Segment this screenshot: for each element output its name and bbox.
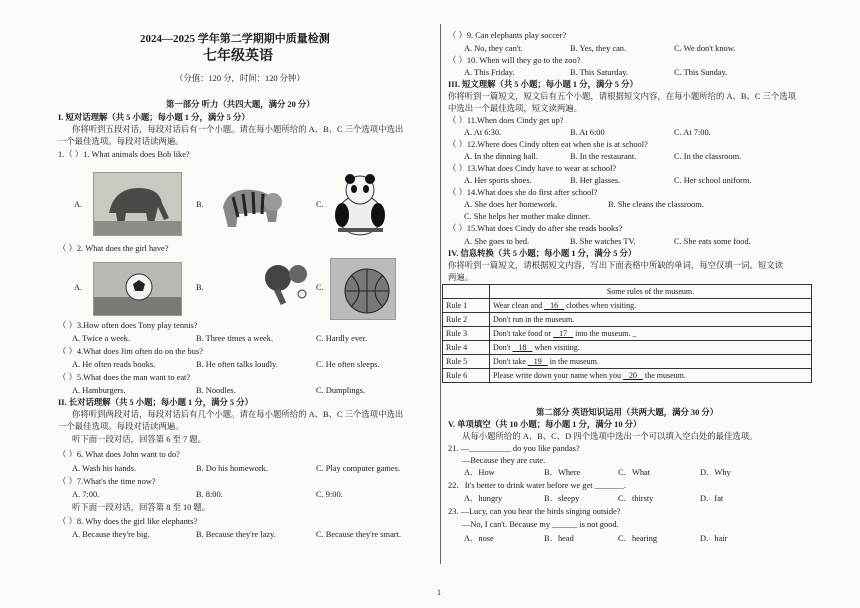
q7-option-b: B. 8:00.	[196, 490, 223, 499]
question-12: （ ）12.Where does Cindy often eat when she is at school?	[448, 140, 648, 149]
question-4: （ ）4.What does Jim often do on the bus?	[58, 347, 203, 356]
q2-label-a: A.	[74, 283, 83, 292]
question-7: （ ）7.What's the time now?	[58, 477, 156, 486]
q1-label-c: C.	[316, 200, 324, 209]
q14-option-a: A. She does her homework.	[464, 200, 558, 209]
q2-label-b: B.	[196, 283, 204, 292]
ping-pong-image	[260, 262, 310, 310]
sec4-instr1: 你将听到一篇短文，请根据短文内容，写出下面表格中所缺的单词，每空仅填一词。短文读	[448, 261, 783, 270]
rule-post: in the museum.	[547, 356, 599, 366]
q4-option-b: B. He often talks loudly.	[196, 360, 278, 369]
q6-option-a: A. Wash his hands.	[72, 464, 137, 473]
q5-option-c: C. Dumplings.	[316, 386, 366, 395]
table-row	[443, 369, 812, 383]
question-6: （ ）6. What does John want to do?	[58, 450, 180, 459]
rule-pre: Don't take	[493, 356, 528, 366]
rule-pre: Please write down your name when you	[493, 370, 623, 380]
page-number: 1	[437, 588, 441, 597]
q22-option-b: B．sleepy	[544, 494, 580, 503]
q15-option-c: C. She eats some food.	[674, 237, 751, 246]
sec1-instr1: 你将听到五段对话，每段对话后有一个小题。请在每小题所给的 A、B、C 三个选项中选出	[72, 125, 404, 134]
rule-label: Rule 2	[443, 313, 490, 327]
rule-text	[490, 369, 812, 383]
panda-image	[328, 170, 393, 238]
q23-option-b: B．head	[544, 534, 574, 543]
q3-option-b: B. Three times a week.	[196, 334, 274, 343]
q10-option-c: C. This Sunday.	[674, 68, 728, 77]
table-header: Some rules of the museum.	[490, 285, 812, 299]
q9-option-b: B. Yes, they can.	[570, 44, 627, 53]
q8-option-a: A. Because they're big.	[72, 530, 150, 539]
blank-17[interactable]: 17	[559, 328, 568, 338]
q22-option-d: D．fat	[700, 494, 724, 503]
q12-option-b: B. In the restaurant.	[570, 152, 637, 161]
q10-option-a: A. This Friday.	[464, 68, 515, 77]
q10-option-b: B. This Saturday.	[570, 68, 628, 77]
q4-option-c: C. He often sleeps.	[316, 360, 380, 369]
question-3: （ ）3.How often does Tony play tennis?	[58, 321, 198, 330]
q15-option-a: A. She goes to bed.	[464, 237, 530, 246]
rule-post: clothes when visiting.	[564, 300, 637, 310]
q11-option-b: B. At 6:00	[570, 128, 605, 137]
q21-option-b: B．Where	[544, 468, 581, 477]
table-row	[443, 355, 812, 369]
table-row	[443, 341, 812, 355]
q11-option-c: C. At 7:00.	[674, 128, 711, 137]
q23-option-a: A．nose	[464, 534, 494, 543]
q6-option-c: C. Play computer games.	[316, 464, 400, 473]
q1-label-b: B.	[196, 200, 204, 209]
question-21: 21. —__________ do you like pandas?	[448, 444, 580, 453]
rule-pre: Wear clean and	[493, 300, 545, 310]
question-23-reply: —No, I can't. Because my ______ is not good.	[462, 520, 619, 529]
sec5-title: V. 单项填空（共 10 小题；每小题 1 分，满分 10 分）	[448, 420, 642, 429]
part1-title: 第一部分 听力（共四大题，满分 20 分）	[166, 100, 315, 109]
rule-label: Rule 4	[443, 341, 490, 355]
q21-option-d: D．Why	[700, 468, 731, 477]
sec3-title: III. 短文理解（共 5 小题；每小题 1 分，满分 5 分）	[448, 80, 638, 89]
blank-20[interactable]: 20	[628, 370, 637, 380]
sec5-instr: 从每小题所给的 A、B、C、D 四个选项中选出一个可以填入空白处的最佳选项。	[462, 432, 758, 441]
table-corner	[443, 285, 490, 299]
q8-option-c: C. Because they're smart.	[316, 530, 401, 539]
sec2-instr1: 你将听到两段对话，每段对话后有几个小题。请在每小题所给的 A、B、C 三个选项中选出	[72, 410, 404, 419]
listen-8-10: 听下面一段对话，回答第 8 至 10 题。	[72, 503, 211, 512]
q9-option-c: C. We don't know.	[674, 44, 736, 53]
q13-option-a: A. Her sports shoes.	[464, 176, 532, 185]
sec2-instr2: 一个最佳选项。每段对话读两遍。	[58, 422, 184, 431]
rule-label: Rule 6	[443, 369, 490, 383]
question-1: 1.（ ）1. What animals does Bob like?	[58, 150, 190, 159]
q22-option-c: C．thirsty	[618, 494, 654, 503]
question-13: （ ）13.What does Cindy have to wear at school?	[448, 164, 617, 173]
question-10: （ ）10. When will they go to the zoo?	[448, 56, 581, 65]
q6-option-b: B. Do his homework.	[196, 464, 268, 473]
rule-post: the museum.	[642, 370, 686, 380]
q2-label-c: C.	[316, 283, 324, 292]
q21-option-a: A．How	[464, 468, 495, 477]
rule-label: Rule 5	[443, 355, 490, 369]
question-23: 23. —Lucy, can you hear the birds singing outside?	[448, 507, 621, 516]
question-14: （ ）14.What does she do first after school?	[448, 188, 598, 197]
table-row	[443, 327, 812, 341]
rule-text	[490, 341, 812, 355]
sec2-title: II. 长对话理解（共 5 小题；每小题 1 分，满分 5 分）	[58, 398, 253, 407]
sec1-title: I. 短对话理解（共 5 小题；每小题 1 分，满分 5 分）	[58, 113, 250, 122]
basketball-image	[330, 258, 396, 320]
sec4-instr2: 两遍。	[448, 273, 474, 282]
rule-label: Rule 1	[443, 299, 490, 313]
tiger-image	[218, 172, 283, 234]
rule-text	[490, 327, 812, 341]
table-row	[443, 313, 812, 327]
subject-title: 七年级英语	[203, 49, 273, 64]
question-21-reply: —Because they are cute.	[462, 456, 546, 465]
rule-pre: Don't take food or	[493, 328, 554, 338]
q21-option-c: C．What	[618, 468, 651, 477]
sec4-title: IV. 信息转换（共 5 小题；每小题 1 分，满分 5 分）	[448, 249, 637, 258]
rule-pre: Don't	[493, 342, 513, 352]
question-5: （ ）5.What does the man want to eat?	[58, 373, 191, 382]
question-11: （ ）11.When does Cindy get up?	[448, 116, 564, 125]
sec3-instr2: 中选出一个最佳选项，短文读两遍。	[448, 104, 582, 113]
question-2: （ ）2. What does the girl have?	[58, 244, 169, 253]
score-time: （分值：120 分，时间：120 分钟）	[175, 74, 305, 83]
q11-option-a: A. At 6:30.	[464, 128, 502, 137]
elephant-image	[93, 172, 182, 236]
exam-title: 2024—2025 学年第二学期期中质量检测	[140, 33, 330, 45]
listen-6-7: 听下面一段对话，回答第 6 至 7 题。	[72, 435, 206, 444]
q9-option-a: A. No, they can't.	[464, 44, 523, 53]
q7-option-c: C. 9:00.	[316, 490, 343, 499]
q15-option-b: B. She watches TV.	[570, 237, 636, 246]
q13-option-c: C. Her school uniform.	[674, 176, 752, 185]
q5-option-b: B. Noodles.	[196, 386, 236, 395]
q12-option-c: C. In the classroom.	[674, 152, 742, 161]
q12-option-a: A. In the dinning hall.	[464, 152, 538, 161]
q1-label-a: A.	[74, 200, 83, 209]
q14-option-b: B. She cleans the classroom.	[608, 200, 704, 209]
q8-option-b: B. Because they're lazy.	[196, 530, 276, 539]
table-row	[443, 299, 812, 313]
q7-option-a: A. 7:00.	[72, 490, 100, 499]
question-15: （ ）15.What does Cindy do after she reads books?	[448, 224, 623, 233]
part2-title: 第二部分 英语知识运用（共两大题，满分 30 分）	[536, 408, 719, 417]
blank-16[interactable]: 16	[550, 300, 559, 310]
rule-text	[490, 355, 812, 369]
sec1-instr2: 一个最佳选项。每段对话读两遍。	[58, 137, 184, 146]
rule-text	[490, 299, 812, 313]
table-header-row	[443, 285, 812, 299]
museum-rules-table	[442, 284, 812, 383]
question-22: 22．It's better to drink water before we get _______.	[448, 481, 627, 490]
rule-post: when visiting.	[532, 342, 580, 352]
q5-option-a: A. Hamburgers.	[72, 386, 126, 395]
q14-option-c: C. She helps her mother make dinner.	[464, 212, 591, 221]
blank-18[interactable]: 18	[518, 342, 527, 352]
question-9: （ ）9. Can elephants play soccer?	[448, 31, 567, 40]
q13-option-b: B. Her glasses.	[570, 176, 621, 185]
soccer-ball-image	[93, 262, 182, 316]
rule-label: Rule 3	[443, 327, 490, 341]
q3-option-a: A. Twice a week.	[72, 334, 131, 343]
column-divider	[440, 24, 441, 564]
sec3-instr1: 你将听到一篇短文，短文后有五个小题，请根据短文内容，在每小题所给的 A、B、C 三个选项	[448, 92, 797, 101]
question-8: （ ）8. Why does the girl like elephants?	[58, 517, 198, 526]
q22-option-a: A．hungry	[464, 494, 503, 503]
q23-option-c: C．hearing	[618, 534, 658, 543]
rule-post: into the museum. _	[573, 328, 637, 338]
rule-text: Don't run in the museum.	[490, 313, 812, 327]
q23-option-d: D．hair	[700, 534, 728, 543]
q3-option-c: C. Hardly ever.	[316, 334, 368, 343]
blank-19[interactable]: 19	[533, 356, 542, 366]
q4-option-a: A. He often reads books.	[72, 360, 156, 369]
